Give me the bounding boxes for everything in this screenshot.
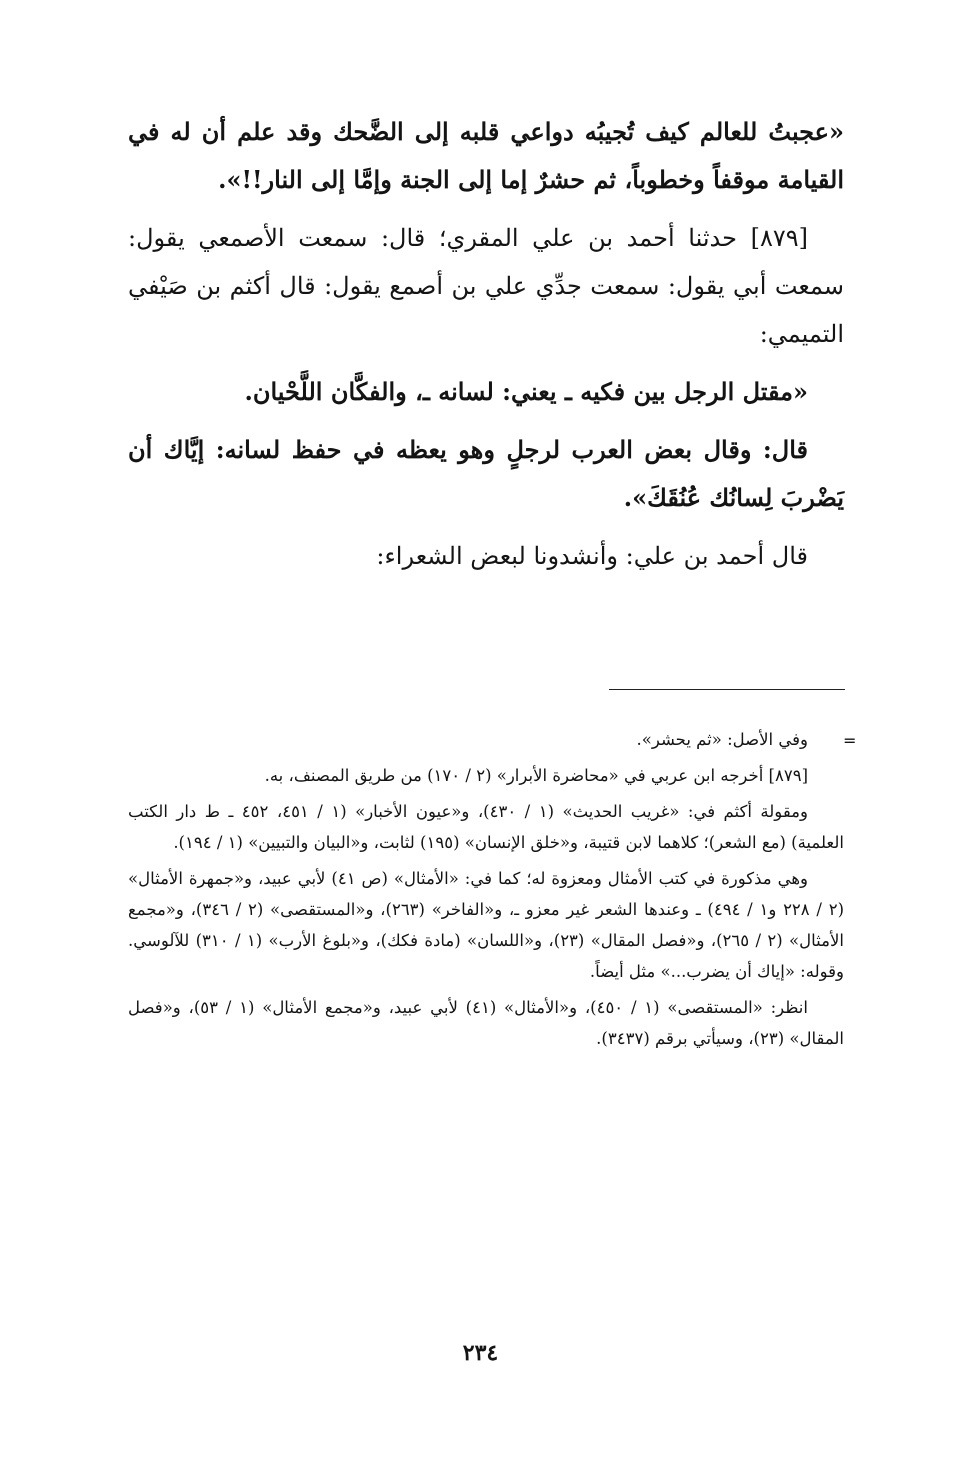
footnote-1: وفي الأصل: «ثم يحشر». <box>636 730 808 749</box>
continuation-mark: = <box>843 731 857 750</box>
poetry-intro-paragraph: قال أحمد بن علي: وأنشدونا لبعض الشعراء: <box>376 542 808 570</box>
footnote-3: ومقولة أكثم في: «غريب الحديث» (١ / ٤٣٠)، و«عيون الأخبار» (١ / ٤٥١، ٤٥٢ ـ ط دار الكتب العلمية) (مع الشعر)؛ كلاهما لابن قتيبة، و«خلق الإنسان» (١٩٥) لثابت، و«البيان والتبيين» (١ / ١٩٤). <box>128 802 844 852</box>
footnote-4: وهي مذكورة في كتب الأمثال ومعزوة له؛ كما في: «الأمثال» (ص ٤١) لأبي عبيد، و«جمهرة الأمثال» (٢ / ٢٢٨ و١ / ٤٩٤) ـ وعندها الشعر غير معزو ـ، و«الفاخر» (٢٦٣)، و«المستقصى» (٢ / ٣٤٦)، و«مجمع الأمثال» (٢ / ٢٦٥)، و«فصل المقال» (٢٣)، و«اللسان» (مادة فكك)، و«بلوغ الأرب» (١ / ٣١٠) للآلوسي. وقوله: «إياك أن يضرب...» مثل أيضاً. <box>128 869 844 981</box>
page-number: ٢٣٤ <box>462 1340 499 1366</box>
footnote-5: انظر: «المستقصى» (١ / ٤٥٠)، و«الأمثال» (٤١) لأبي عبيد، و«مجمع الأمثال» (١ / ٥٣)، و«فصل المقال» (٢٣)، وسيأتي برقم (٣٤٣٧). <box>128 998 844 1048</box>
main-text <box>128 108 844 580</box>
footnotes <box>128 724 844 1059</box>
advice-paragraph: قال: وقال بعض العرب لرجلٍ وهو يعظه في حفظ لسانه: إيَّاك أن يَضْربَ لِسانُك عُنُقَكَ». <box>128 435 844 512</box>
quote-paragraph: «عجبتُ للعالم كيف تُجيبُه دواعي قلبه إلى الضَّحك وقد علم أن له في القيامة موقفاً وخطوباً، ثم حشرٌ إما إلى الجنة وإمَّا إلى النار!!». <box>128 117 844 194</box>
saying-paragraph: «مقتل الرجل بين فكيه ـ يعني: لسانه ـ، والفكَّان اللَّحْيان. <box>244 377 808 406</box>
footnote-2: [٨٧٩] أخرجه ابن عربي في «محاضرة الأبرار» (٢ / ١٧٠) من طريق المصنف، به. <box>264 766 808 785</box>
narration-paragraph: [٨٧٩] حدثنا أحمد بن علي المقري؛ قال: سمعت الأصمعي يقول: سمعت أبي يقول: سمعت جدِّي علي بن أصمع يقول: قال أكثم بن صَيْفي التميمي: <box>128 224 844 348</box>
footnote-divider <box>609 689 845 690</box>
